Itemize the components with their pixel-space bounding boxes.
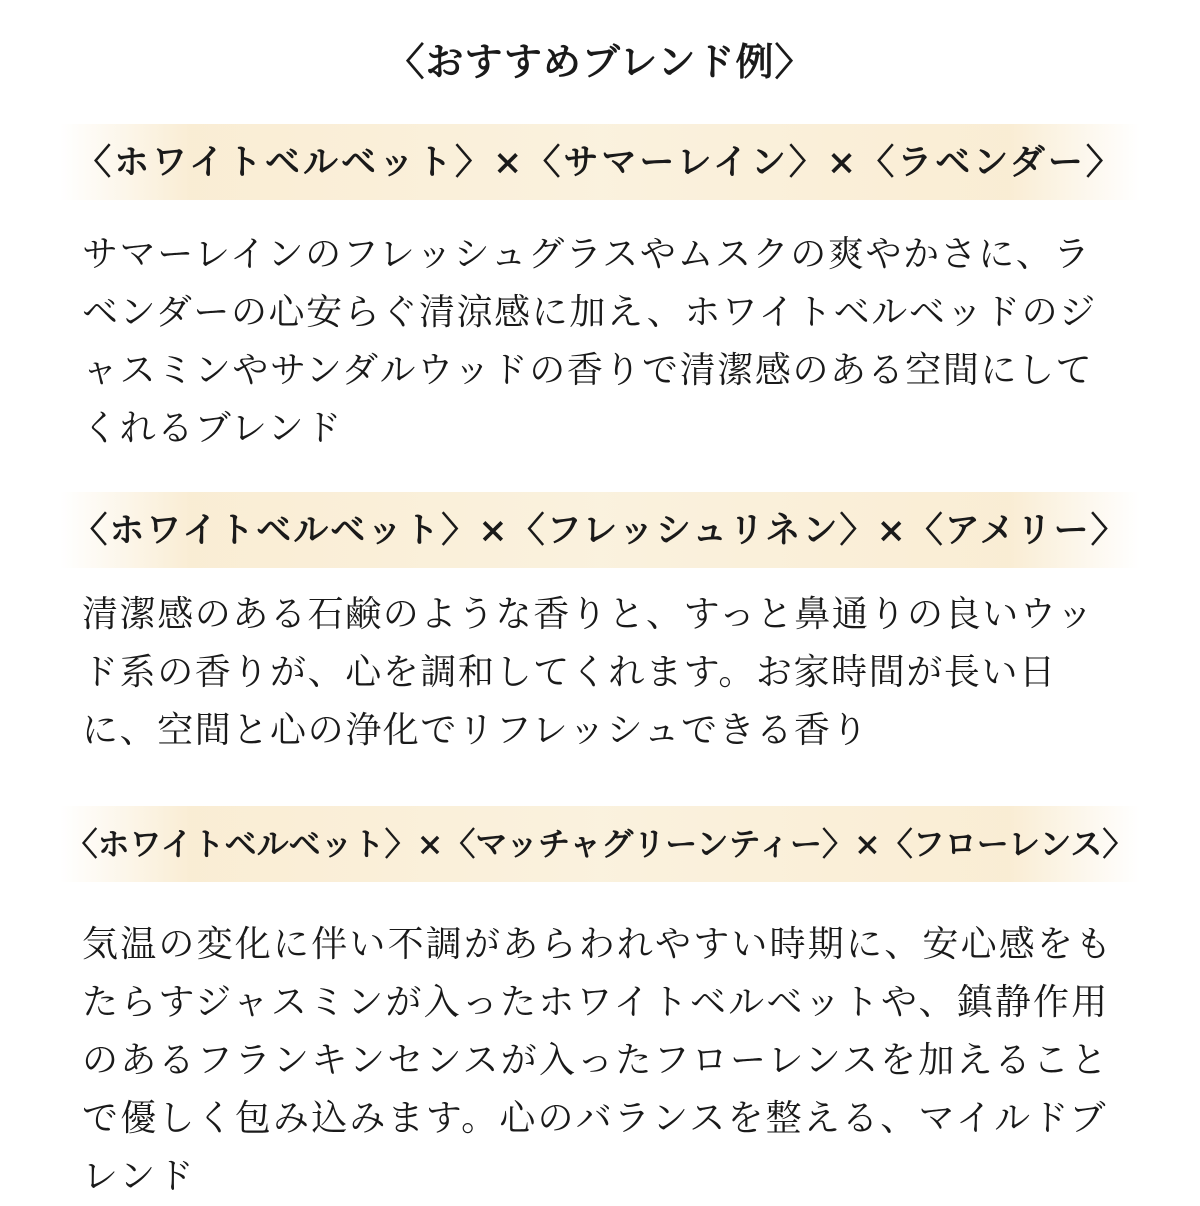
blend-header-2 (60, 492, 1140, 568)
blend-header-text: 〈ホワイトベルベット〉×〈マッチャグリーンティー〉×〈フローレンス〉 (65, 825, 1135, 863)
blend-header-text: 〈ホワイトベルベット〉×〈フレッシュリネン〉×〈アメリー〉 (72, 509, 1128, 551)
blend-description-3: 気温の変化に伴い不調があらわれやすい時期に、安心感をもたらすジャスミンが入ったホワイトベルベットや、鎮静作用のあるフランキンセンスが入ったフローレンスを加えることで優しく包み込みます。心のバランスを整える、マイルドブレンド (82, 924, 1114, 1197)
blend-header-1 (60, 124, 1140, 200)
blend-description-2: 清潔感のある石鹸のような香りと、すっと鼻通りの良いウッド系の香りが、心を調和してくれます。お家時間が長い日に、空間と心の浄化でリフレッシュできる香り (82, 594, 1095, 751)
blend-header-3 (60, 806, 1140, 882)
blend-description-1: サマーレインのフレッシュグラスやムスクの爽やかさに、ラベンダーの心安らぐ清涼感に加え、ホワイトベルベッドのジャスミンやサンダルウッドの香りで清潔感のある空間にしてくれるブレンド (82, 234, 1097, 449)
page-title: 〈おすすめブレンド例〉 (386, 39, 814, 84)
blend-header-text: 〈ホワイトベルベット〉×〈サマーレイン〉×〈ラベンダー〉 (76, 141, 1124, 183)
